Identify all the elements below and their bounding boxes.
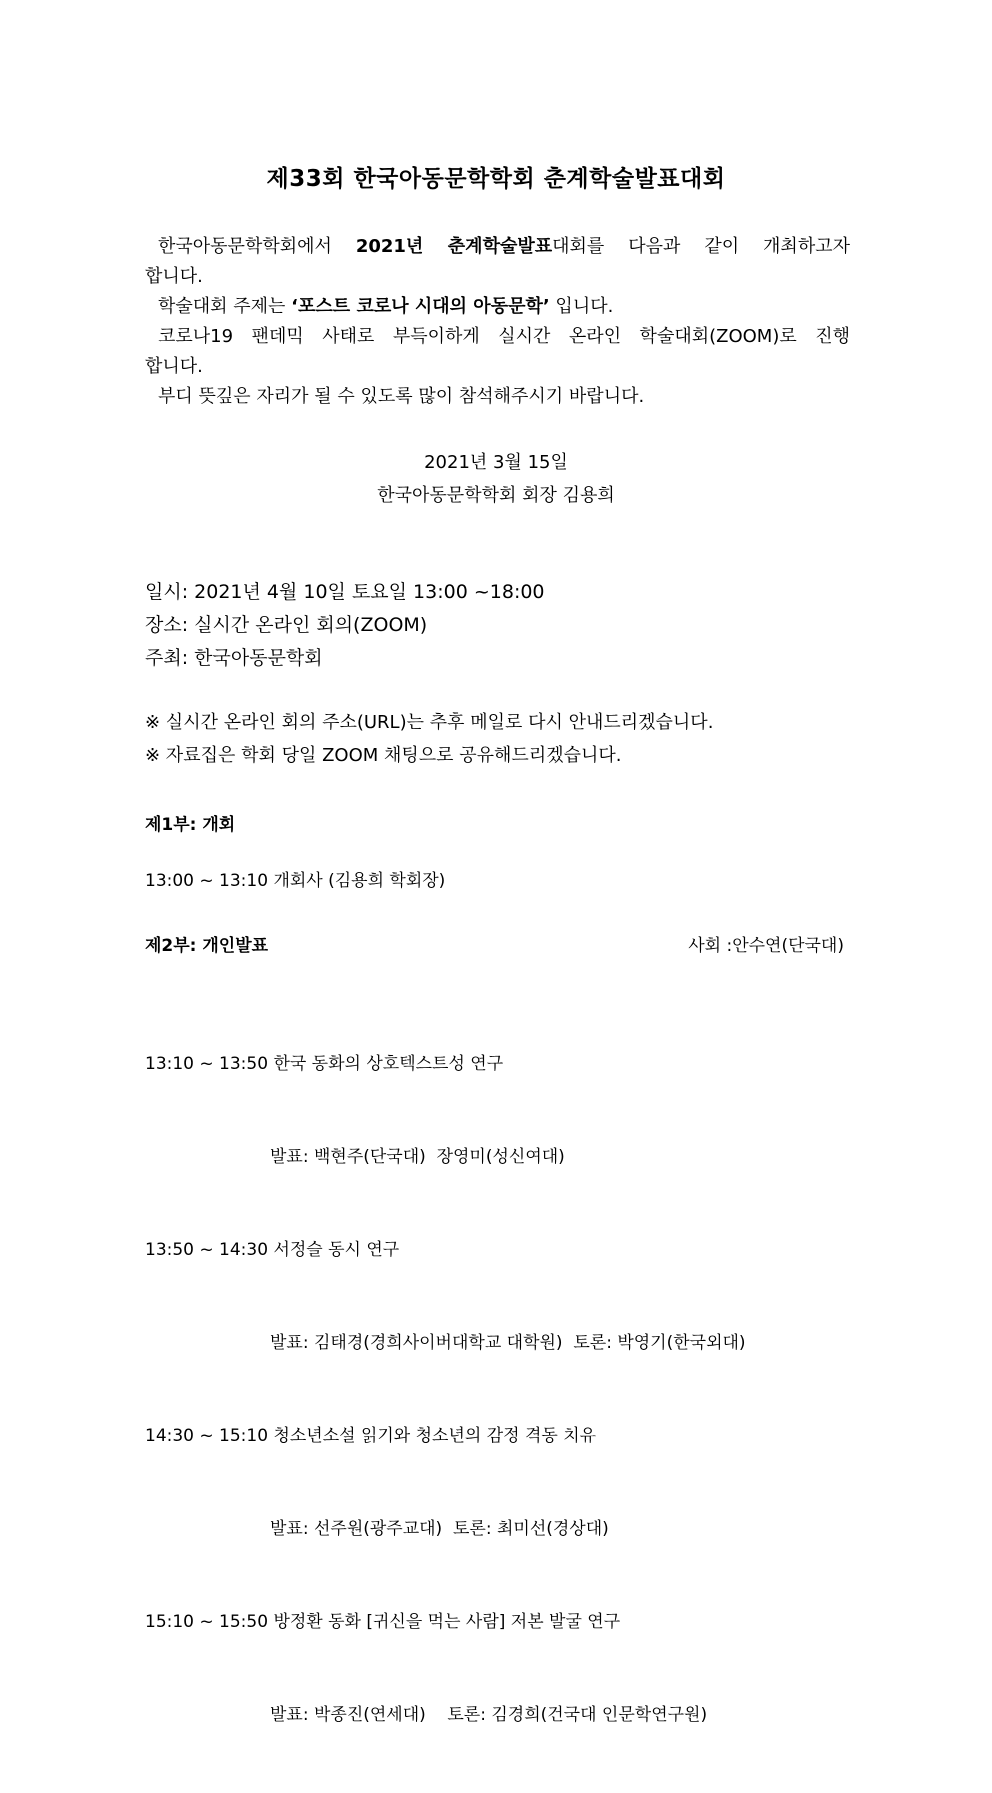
event-host: 주최: 한국아동문학회: [145, 647, 323, 669]
notice-item: ※ 실시간 온라인 회의 주소(URL)는 추후 메일로 다시 안내드리겠습니다.: [145, 712, 714, 733]
session-title: 15:10 ~ 15:50 방정환 동화 [귀신을 먹는 사람] 저본 발굴 연구: [145, 1612, 621, 1632]
intro-line-2: 합니다.: [145, 266, 203, 287]
intro-line-6: 부디 뜻깊은 자리가 될 수 있도록 많이 참석해주시기 바랍니다.: [158, 386, 645, 407]
part2-heading: 제2부: 개인발표: [145, 936, 269, 956]
intro-text: 한국아동문학학회에서: [158, 236, 356, 257]
session-title: 14:30 ~ 15:10 청소년소설 읽기와 청소년의 감정 격동 치유: [145, 1426, 597, 1446]
session-list: [145, 987, 746, 1793]
intro-line-4: 코로나19 팬데믹 사태로 부득이하게 실시간 온라인 학술대회(ZOOM)로 진행: [158, 326, 850, 347]
event-venue: 장소: 실시간 온라인 회의(ZOOM): [145, 614, 428, 636]
part1-item: 13:00 ~ 13:10 개회사 (김용희 학회장): [145, 871, 446, 891]
session-people: 발표: 김태경(경희사이버대학교 대학원) 토론: 박영기(한국외대): [270, 1333, 746, 1353]
page-title: 제33회 한국아동문학학회 춘계학술발표대회: [266, 166, 726, 192]
signature-block: [0, 446, 992, 512]
intro-line-5: 합니다.: [145, 356, 203, 377]
intro-line-1: [145, 232, 850, 262]
intro-text: 입니다.: [549, 296, 614, 317]
part1-heading: 제1부: 개회: [145, 815, 236, 835]
event-datetime: 일시: 2021년 4월 10일 토요일 13:00 ~18:00: [145, 581, 545, 603]
notice-item: ※ 자료집은 학회 당일 ZOOM 채팅으로 공유해드리겠습니다.: [145, 745, 622, 766]
theme-text: ‘포스트 코로나 시대의 아동문학’: [291, 296, 550, 317]
intro-text: 대회를 다음과 같이 개최하고자: [552, 236, 850, 257]
signature-date: 2021년 3월 15일: [424, 452, 568, 473]
session-title: 13:50 ~ 14:30 서정슬 동시 연구: [145, 1240, 400, 1260]
session-people: 발표: 백현주(단국대) 장영미(성신여대): [270, 1147, 565, 1167]
intro-bold-text: 2021년 춘계학술발표: [355, 236, 553, 257]
part2-moderator: 사회 :안수연(단국대): [688, 936, 844, 956]
session-people: 발표: 선주원(광주교대) 토론: 최미선(경상대): [270, 1519, 609, 1539]
notice-list: [145, 706, 713, 772]
intro-paragraphs: [145, 232, 850, 412]
session-people: 발표: 박종진(연세대) 토론: 김경희(건국대 인문학연구원): [270, 1705, 708, 1725]
session-title: 13:10 ~ 13:50 한국 동화의 상호텍스트성 연구: [145, 1054, 504, 1074]
intro-line-3: [145, 292, 850, 322]
intro-text: 학술대회 주제는: [158, 296, 292, 317]
signature-signer: 한국아동문학학회 회장 김용희: [377, 485, 615, 506]
event-info: [145, 576, 545, 675]
